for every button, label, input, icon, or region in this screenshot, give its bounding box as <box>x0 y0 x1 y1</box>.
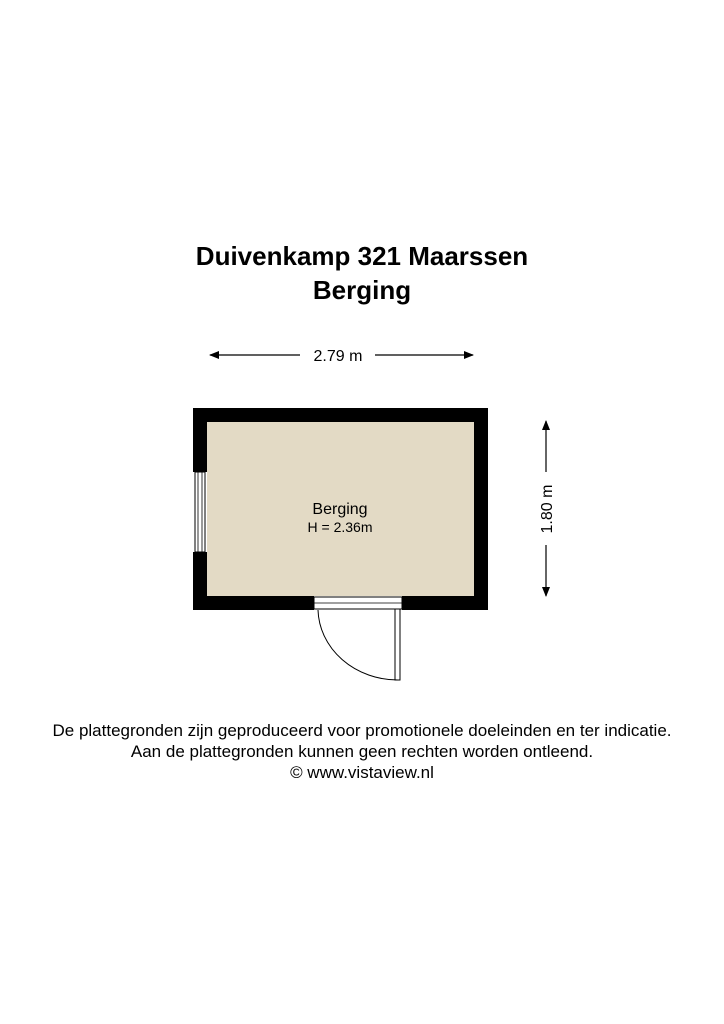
wall-left-upper <box>193 408 207 472</box>
plan-title-address: Duivenkamp 321 Maarssen <box>195 241 529 271</box>
width-dimension <box>210 348 473 365</box>
width-dimension-label: 2.79 m <box>313 348 363 365</box>
wall-bottom-left <box>193 596 314 610</box>
copyright-line: © www.vistaview.nl <box>290 763 434 782</box>
room-name-label: Berging <box>312 501 368 518</box>
door-leaf <box>395 609 400 680</box>
door-swing-arc <box>318 610 398 680</box>
disclaimer-line-2: Aan de plattegronden kunnen geen rechten worden ontleend. <box>130 742 594 761</box>
wall-left-lower <box>193 552 207 610</box>
window-frame <box>195 472 205 552</box>
disclaimer-line-1: De plattegronden zijn geproduceerd voor promotionele doeleinden en ter indicatie. <box>52 721 672 740</box>
wall-top <box>193 408 488 422</box>
plan-title-floor: Berging <box>312 275 412 305</box>
wall-right <box>474 408 488 610</box>
door <box>314 597 402 680</box>
height-dimension <box>539 421 556 596</box>
room-height-label: H = 2.36m <box>307 519 373 535</box>
wall-bottom-right <box>402 596 488 610</box>
height-dimension-label: 1.80 m <box>539 484 556 534</box>
window-left <box>195 472 205 552</box>
